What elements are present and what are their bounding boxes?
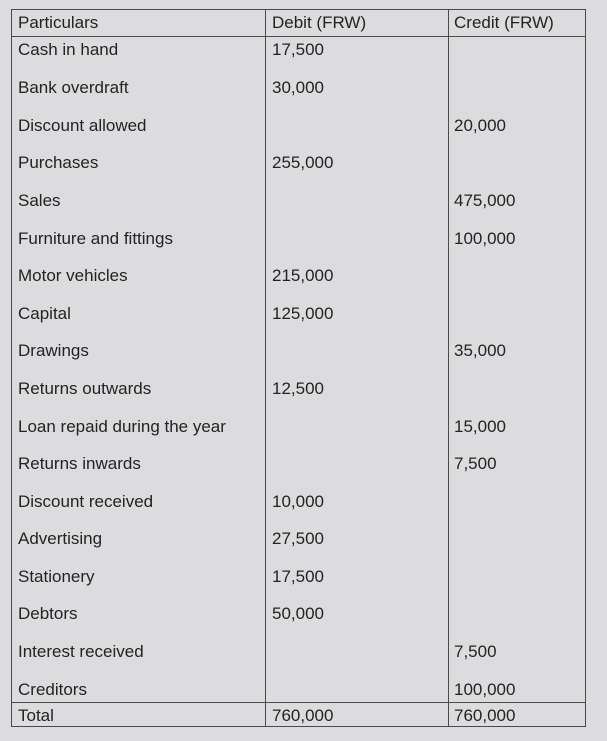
table-row — [12, 377, 585, 401]
row-particulars: Cash in hand — [18, 40, 119, 59]
row-credit: 475,000 — [454, 191, 516, 210]
table-row — [12, 602, 585, 626]
table-row — [12, 76, 585, 100]
row-particulars: Advertising — [18, 529, 103, 548]
total-divider — [12, 702, 585, 703]
row-credit: 100,000 — [454, 229, 516, 248]
table-row — [12, 415, 585, 439]
row-credit: 15,000 — [454, 417, 506, 436]
table-row — [12, 678, 585, 702]
table-row — [12, 189, 585, 213]
row-credit: 100,000 — [454, 680, 516, 699]
row-debit: 125,000 — [272, 304, 334, 323]
row-debit: 255,000 — [272, 153, 334, 172]
row-particulars: Returns inwards — [18, 454, 141, 473]
row-credit: 35,000 — [454, 341, 506, 360]
row-particulars: Drawings — [18, 341, 89, 360]
row-credit: 7,500 — [454, 454, 497, 473]
header-particulars: Particulars — [18, 13, 99, 32]
row-particulars: Discount allowed — [18, 116, 147, 135]
table-row — [12, 38, 585, 62]
row-particulars: Bank overdraft — [18, 78, 129, 97]
row-particulars: Returns outwards — [18, 379, 152, 398]
table-row — [12, 640, 585, 664]
table-row — [12, 490, 585, 514]
row-debit: 50,000 — [272, 604, 324, 623]
total-row — [12, 704, 585, 728]
row-debit: 10,000 — [272, 492, 324, 511]
total-label: Total — [18, 706, 54, 725]
row-debit: 215,000 — [272, 266, 334, 285]
header-credit: Credit (FRW) — [454, 13, 554, 32]
table-row — [12, 227, 585, 251]
row-debit: 17,500 — [272, 567, 324, 586]
table-row — [12, 527, 585, 551]
row-particulars: Capital — [18, 304, 71, 323]
table-row — [12, 114, 585, 138]
row-debit: 27,500 — [272, 529, 324, 548]
row-particulars: Loan repaid during the year — [18, 417, 226, 436]
row-particulars: Creditors — [18, 680, 87, 699]
row-particulars: Debtors — [18, 604, 78, 623]
row-particulars: Sales — [18, 191, 61, 210]
header-divider — [12, 36, 585, 37]
row-debit: 30,000 — [272, 78, 324, 97]
row-particulars: Purchases — [18, 153, 99, 172]
row-particulars: Stationery — [18, 567, 95, 586]
row-particulars: Discount received — [18, 492, 154, 511]
row-particulars: Furniture and fittings — [18, 229, 173, 248]
row-credit: 20,000 — [454, 116, 506, 135]
row-debit: 17,500 — [272, 40, 324, 59]
total-credit: 760,000 — [454, 706, 516, 725]
table-header-row — [12, 11, 585, 35]
row-credit: 7,500 — [454, 642, 497, 661]
table-row — [12, 302, 585, 326]
total-debit: 760,000 — [272, 706, 334, 725]
row-particulars: Motor vehicles — [18, 266, 128, 285]
table-row — [12, 339, 585, 363]
table-row — [12, 565, 585, 589]
header-debit: Debit (FRW) — [272, 13, 367, 32]
row-particulars: Interest received — [18, 642, 144, 661]
trial-balance-table — [11, 9, 586, 727]
table-row — [12, 264, 585, 288]
row-debit: 12,500 — [272, 379, 324, 398]
table-row — [12, 151, 585, 175]
table-row — [12, 452, 585, 476]
